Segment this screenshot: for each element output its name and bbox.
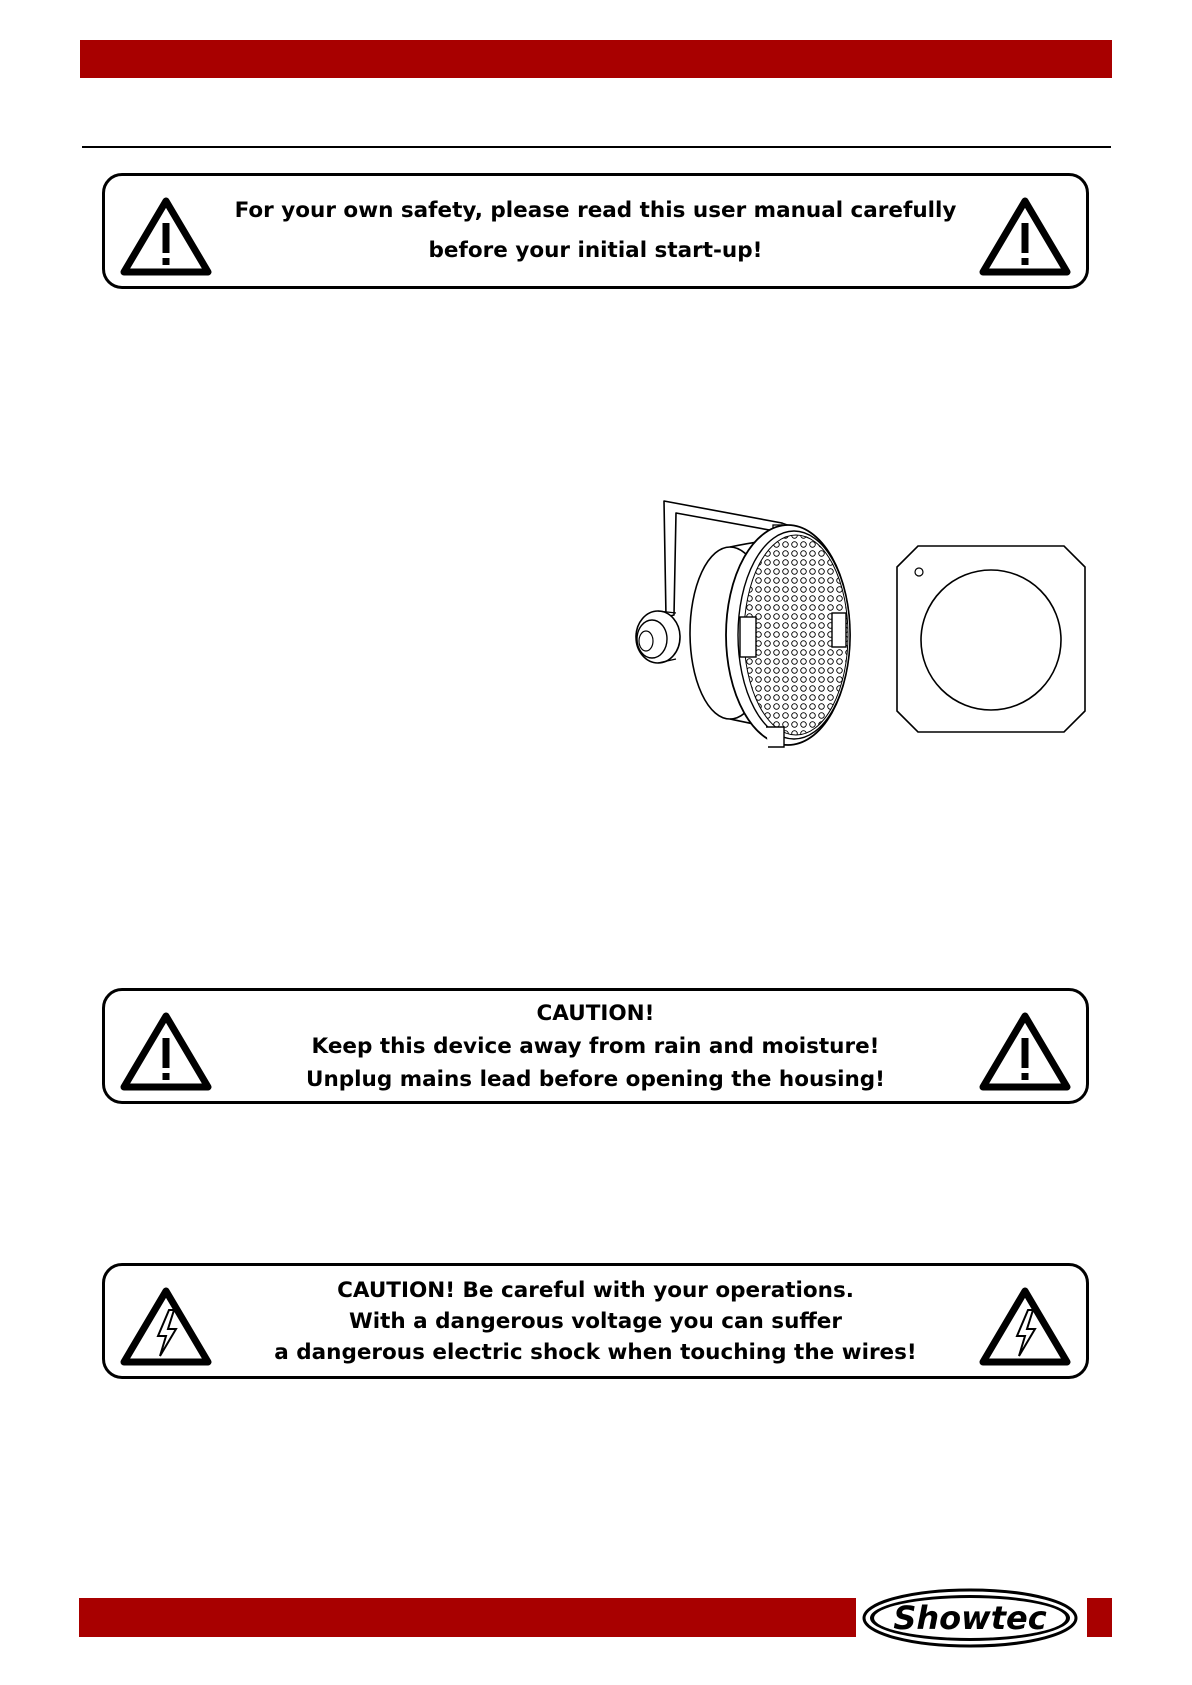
high-voltage-icon (120, 1286, 212, 1366)
warning-icon (979, 1011, 1071, 1091)
safety-notice-text (225, 176, 966, 286)
shock-caution-line-2: With a dangerous voltage you can suffer (348, 1308, 842, 1334)
moisture-caution-box (102, 988, 1089, 1104)
logo-text: Showtec (893, 1599, 1047, 1637)
showtec-logo (860, 1588, 1080, 1648)
footer-band (79, 1598, 856, 1637)
safety-notice-line-2: before your initial start-up! (428, 238, 763, 263)
warning-icon (120, 1011, 212, 1091)
gel-frame-illustration (896, 545, 1086, 733)
shock-caution-box (102, 1263, 1089, 1379)
led-par-fixture-illustration (628, 495, 864, 765)
moisture-caution-text (225, 991, 966, 1101)
moisture-caution-line-2: Keep this device away from rain and moisture! (311, 1033, 880, 1059)
warning-icon (120, 196, 212, 276)
shock-caution-text (225, 1266, 966, 1376)
safety-notice-line-1: For your own safety, please read this user manual carefully (234, 198, 957, 223)
header-band (80, 40, 1112, 78)
safety-notice-box (102, 173, 1089, 289)
moisture-caution-line-1: CAUTION! (536, 1000, 655, 1026)
warning-icon (979, 196, 1071, 276)
shock-caution-line-1: CAUTION! Be careful with your operations. (337, 1277, 854, 1303)
footer-tab (1087, 1598, 1112, 1637)
shock-caution-line-3: a dangerous electric shock when touching the wires! (274, 1339, 917, 1365)
high-voltage-icon (979, 1286, 1071, 1366)
header-rule (82, 146, 1111, 148)
moisture-caution-line-3: Unplug mains lead before opening the housing! (306, 1066, 885, 1092)
